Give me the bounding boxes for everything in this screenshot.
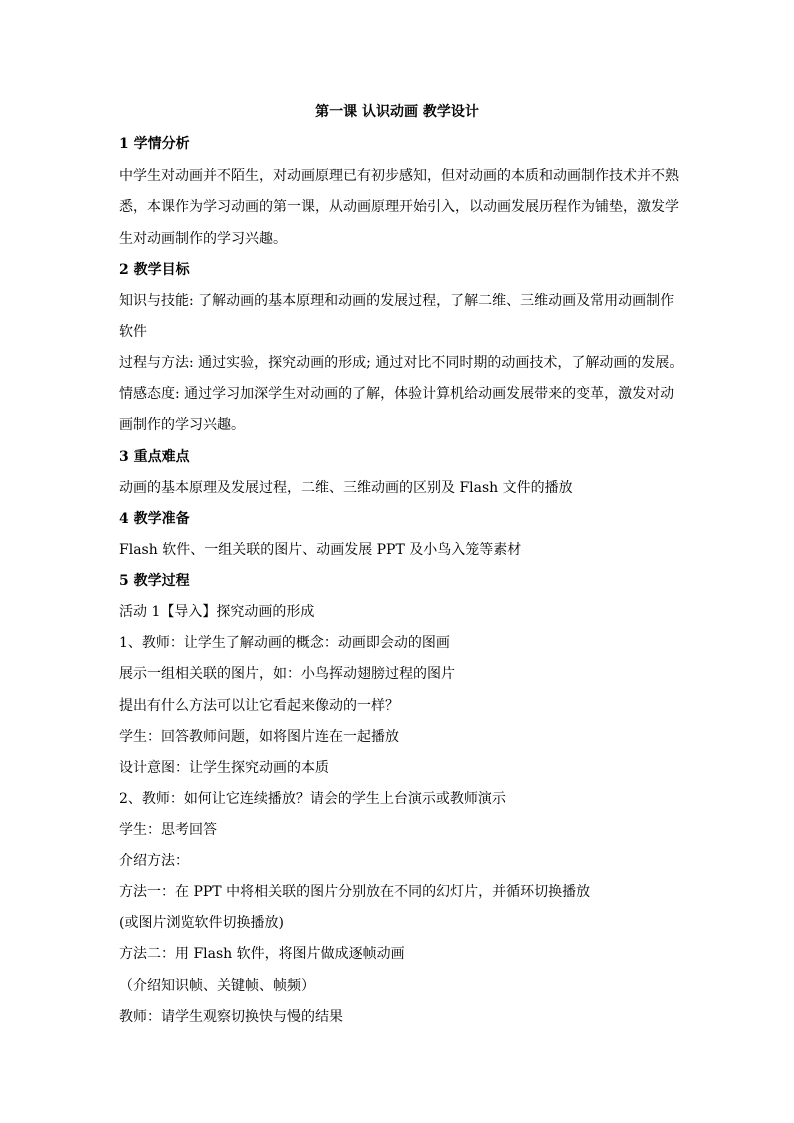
section-heading-process: 5 教学过程: [119, 573, 190, 589]
paragraph-line: 知识与技能: 了解动画的基本原理和动画的发展过程，了解二维、三维动画及常用动画制作: [119, 293, 675, 309]
paragraph-line: 方法一：在 PPT 中将相关联的图片分别放在不同的幻灯片，并循环切换播放: [119, 884, 591, 900]
paragraph-line: Flash 软件、一组关联的图片、动画发展 PPT 及小鸟入笼等素材: [119, 542, 522, 558]
paragraph-line: 情感态度: 通过学习加深学生对动画的了解，体验计算机给动画发展带来的变革，激发对动: [119, 386, 675, 402]
paragraph-line: 过程与方法: 通过实验，探究动画的形成; 通过对比不同时期的动画技术，了解动画的发展。: [119, 355, 684, 371]
paragraph-line: 学生：回答教师问题，如将图片连在一起播放: [119, 729, 399, 745]
paragraph-line: 方法二：用 Flash 软件，将图片做成逐帧动画: [119, 946, 405, 962]
section-heading-preparation: 4 教学准备: [119, 511, 190, 527]
paragraph-line: 展示一组相关联的图片，如：小鸟挥动翅膀过程的图片: [119, 666, 455, 682]
paragraph-line: 画制作的学习兴趣。: [119, 417, 245, 433]
document-title: 第一课 认识动画 教学设计: [315, 104, 479, 120]
paragraph-line: 2、教师：如何让它连续播放？请会的学生上台演示或教师演示: [119, 791, 506, 807]
paragraph-line: 介绍方法：: [119, 853, 189, 869]
paragraph-line: 软件: [119, 324, 147, 340]
paragraph-line: 动画的基本原理及发展过程，二维、三维动画的区别及 Flash 文件的播放: [119, 480, 573, 496]
paragraph-line: (或图片浏览软件切换播放): [119, 915, 284, 931]
paragraph-line: 生对动画制作的学习兴趣。: [119, 231, 287, 247]
paragraph-line: 活动 1【导入】探究动画的形成: [119, 604, 315, 620]
section-heading-key-points: 3 重点难点: [119, 449, 190, 465]
paragraph-line: 学生：思考回答: [119, 822, 217, 838]
paragraph-line: 悉，本课作为学习动画的第一课，从动画原理开始引入，以动画发展历程作为铺垫，激发学: [119, 199, 679, 215]
section-heading-analysis: 1 学情分析: [119, 136, 190, 152]
paragraph-line: 设计意图：让学生探究动画的本质: [119, 760, 329, 776]
paragraph-line: 提出有什么方法可以让它看起来像动的一样？: [119, 698, 399, 714]
paragraph-line: 教师：请学生观察切换快与慢的结果: [119, 1009, 343, 1025]
section-heading-objectives: 2 教学目标: [119, 262, 190, 278]
paragraph-line: 中学生对动画并不陌生，对动画原理已有初步感知，但对动画的本质和动画制作技术并不熟: [119, 168, 679, 184]
paragraph-line: 1、教师：让学生了解动画的概念：动画即会动的图画: [119, 635, 450, 651]
paragraph-line: （介绍知识帧、关键帧、帧频）: [119, 978, 315, 994]
